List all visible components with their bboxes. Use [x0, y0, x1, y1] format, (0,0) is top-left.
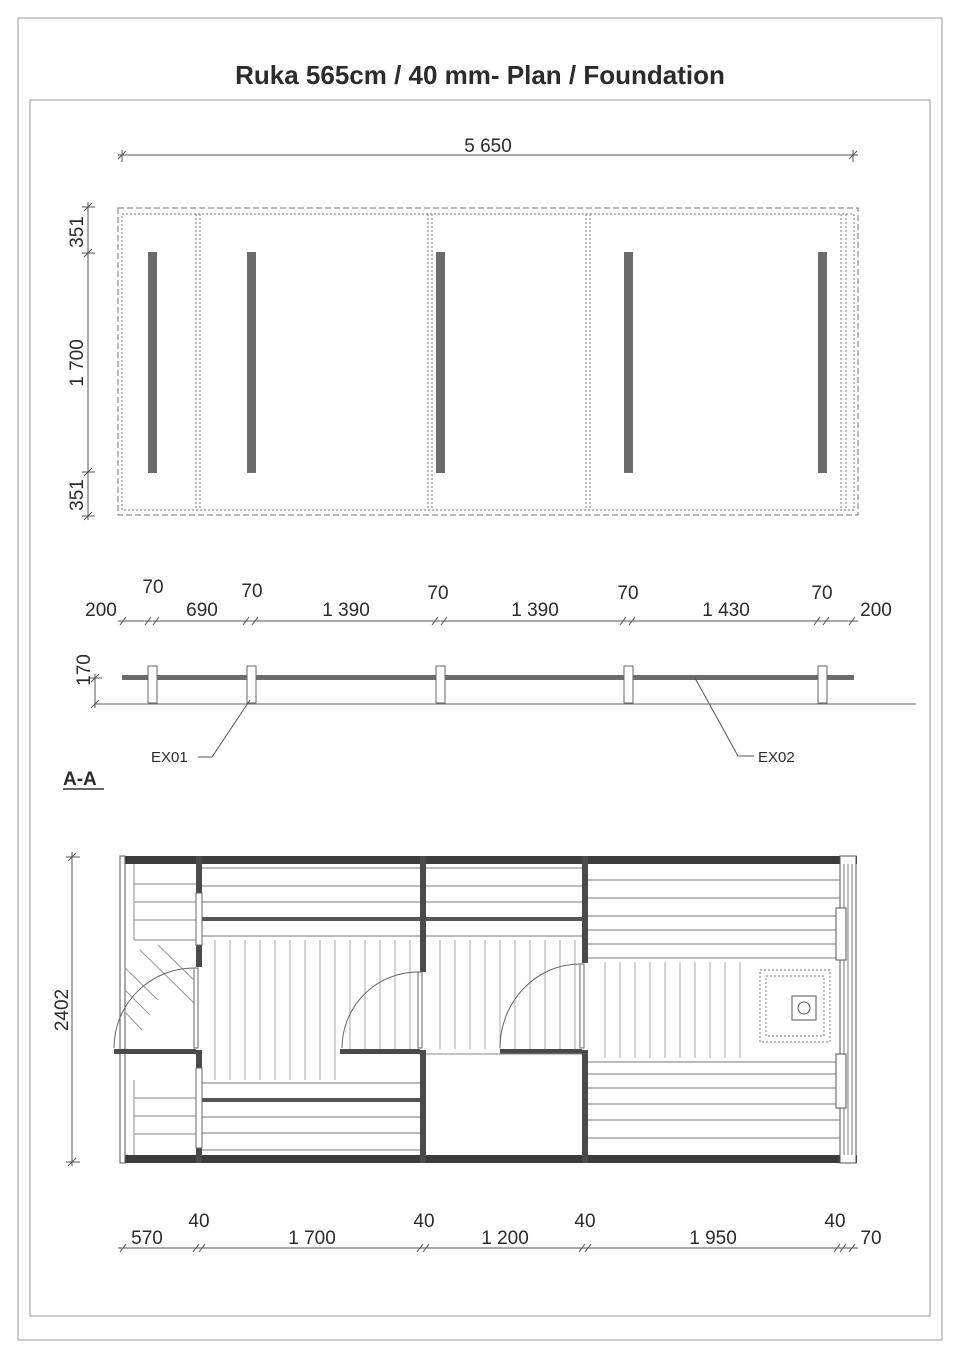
outer-wall-bottom: [120, 1155, 857, 1163]
foundation-beam: [818, 252, 827, 473]
bottom-dim: 1 200: [481, 1228, 529, 1249]
bench-dark: [202, 917, 420, 921]
spacing-dim: 70: [427, 583, 449, 604]
bottom-dim: 70: [860, 1228, 882, 1249]
foundation-beam: [624, 252, 633, 473]
bottom-dim: 40: [824, 1211, 846, 1232]
sauna-floor-boards: [605, 962, 740, 1058]
spacing-dim: 70: [142, 577, 164, 598]
drawing-title: Ruka 565cm / 40 mm- Plan / Foundation: [235, 60, 725, 90]
callout-ex02: EX02: [758, 749, 795, 766]
floor-plan: [52, 852, 882, 1252]
spacing-dim: 70: [241, 581, 263, 602]
callout-leaders: [198, 678, 754, 757]
door-swing: [114, 968, 194, 1048]
door-swing: [500, 964, 580, 1048]
wall: [420, 1050, 426, 1163]
floor-boards: [215, 940, 575, 1080]
spacing-dim: 70: [617, 583, 639, 604]
bench-slats: [202, 868, 582, 1150]
bottom-dim: 1 700: [288, 1228, 336, 1249]
side-dim-middle: 1 700: [67, 339, 88, 387]
foundation-beams: [148, 252, 827, 473]
support-block: [436, 666, 445, 703]
spacing-dim: 200: [85, 600, 117, 621]
width-dim-label: 2402: [52, 988, 73, 1032]
wall: [582, 856, 588, 963]
section-label: A-A: [63, 769, 97, 790]
overall-length-label: 5 650: [464, 136, 512, 157]
support-block: [624, 666, 633, 703]
height-dim-label: 170: [74, 654, 95, 686]
wall: [114, 1049, 196, 1054]
spacing-dim: 1 430: [702, 600, 750, 621]
spacing-dim: 70: [811, 583, 833, 604]
bench-dark: [426, 917, 582, 921]
section-aa: [63, 577, 916, 790]
window: [836, 908, 846, 960]
wall: [340, 1049, 420, 1054]
window: [836, 1054, 846, 1108]
bottom-dim: 40: [413, 1211, 435, 1232]
foundation-beam: [247, 252, 256, 473]
foundation-beam: [436, 252, 445, 473]
outer-wall-top: [120, 856, 857, 864]
bench-glass: [196, 1068, 202, 1148]
supports: [148, 666, 827, 703]
bottom-dim: 570: [131, 1228, 163, 1249]
bench-glass: [196, 893, 202, 945]
spacing-dim: 200: [860, 600, 892, 621]
spacing-dim: 1 390: [511, 600, 559, 621]
door-leaf: [194, 968, 198, 1048]
foundation-plan: [67, 136, 858, 520]
spacing-dim: 690: [186, 600, 218, 621]
wall: [500, 1049, 582, 1054]
bottom-dim: 1 950: [689, 1228, 737, 1249]
doors: [114, 893, 584, 1148]
side-dim-top: 351: [67, 216, 88, 248]
support-block: [148, 666, 157, 703]
door-leaf: [418, 972, 422, 1048]
bottom-dim: 40: [574, 1211, 596, 1232]
bottom-dim: 40: [188, 1211, 210, 1232]
building-outline: [118, 208, 858, 515]
stove: [760, 970, 830, 1042]
door-leaf: [580, 964, 584, 1048]
sauna-bench-slats: [588, 880, 840, 1138]
support-block: [247, 666, 256, 703]
support-block: [818, 666, 827, 703]
floor-beam: [122, 675, 854, 680]
wall: [582, 1050, 588, 1163]
bench-dark: [202, 1098, 420, 1102]
side-dim-bottom: 351: [67, 479, 88, 511]
callout-ex01: EX01: [151, 749, 188, 766]
wall: [420, 856, 426, 972]
foundation-beam: [148, 252, 157, 473]
spacing-dim: 1 390: [322, 600, 370, 621]
